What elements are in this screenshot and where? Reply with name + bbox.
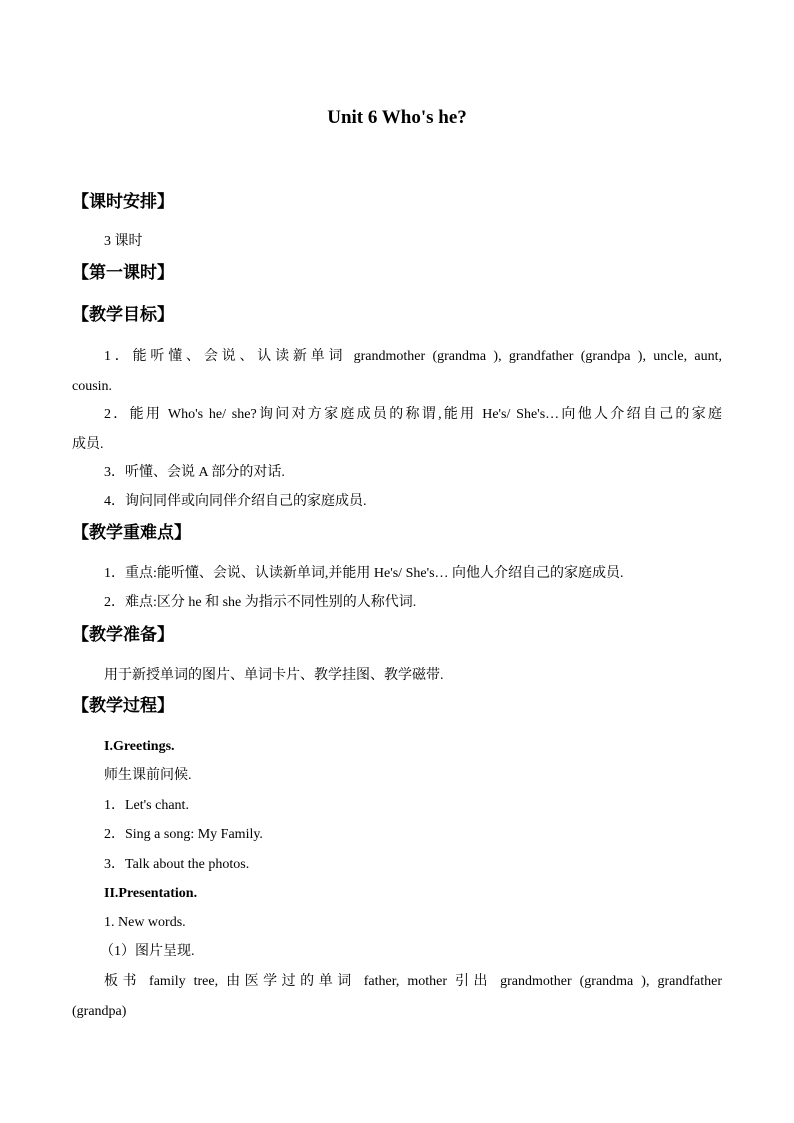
new-words-item: 1. New words. (104, 915, 186, 930)
process-step-1: 1．Let's chant. (104, 798, 189, 813)
document-title: Unit 6 Who's he? (327, 107, 467, 128)
greetings-text: 师生课前问候. (104, 768, 192, 783)
schedule-heading: 【课时安排】 (72, 192, 174, 212)
keypoint-item-1: 1．重点:能听懂、会说、认读新单词,并能用 He's/ She's… 向他人介绍自己的家庭成员. (104, 566, 624, 581)
keypoint-item-2: 2．难点:区分 he 和 she 为指示不同性别的人称代词. (104, 595, 417, 610)
objectives-heading: 【教学目标】 (72, 305, 174, 325)
schedule-text: 3 课时 (104, 234, 143, 249)
board-line-1: 板书 family tree, 由医学过的单词 father, mother 引出 grandmother (grandma ), grandfather (104, 974, 722, 989)
objective-item-2: 2．能用 Who's he/ she?询问对方家庭成员的称谓,能用 He's/ She's…向他人介绍自己的家庭 (104, 407, 722, 422)
sub-item-1: （1）图片呈现. (100, 944, 195, 959)
objective-item-3: 3．听懂、会说 A 部分的对话. (104, 465, 285, 480)
board-line-2: (grandpa) (72, 1004, 127, 1019)
objective-item-1: 1．能听懂、会说、认读新单词 grandmother (grandma ), grandfather (grandpa ), uncle, aunt, (104, 349, 722, 364)
lesson1-heading: 【第一课时】 (72, 263, 174, 283)
greetings-title: I.Greetings. (104, 739, 175, 754)
prep-text: 用于新授单词的图片、单词卡片、教学挂图、教学磁带. (104, 668, 444, 683)
keypoints-heading: 【教学重难点】 (72, 523, 191, 543)
process-step-3: 3．Talk about the photos. (104, 857, 250, 872)
process-heading: 【教学过程】 (72, 696, 174, 716)
presentation-title: II.Presentation. (104, 886, 198, 901)
process-step-2: 2．Sing a song: My Family. (104, 827, 263, 842)
prep-heading: 【教学准备】 (72, 625, 174, 645)
objective-item-4: 4．询问同伴或向同伴介绍自己的家庭成员. (104, 494, 367, 509)
objective-item-2-cont: 成员. (72, 437, 104, 452)
objective-item-1-cont: cousin. (72, 379, 113, 394)
